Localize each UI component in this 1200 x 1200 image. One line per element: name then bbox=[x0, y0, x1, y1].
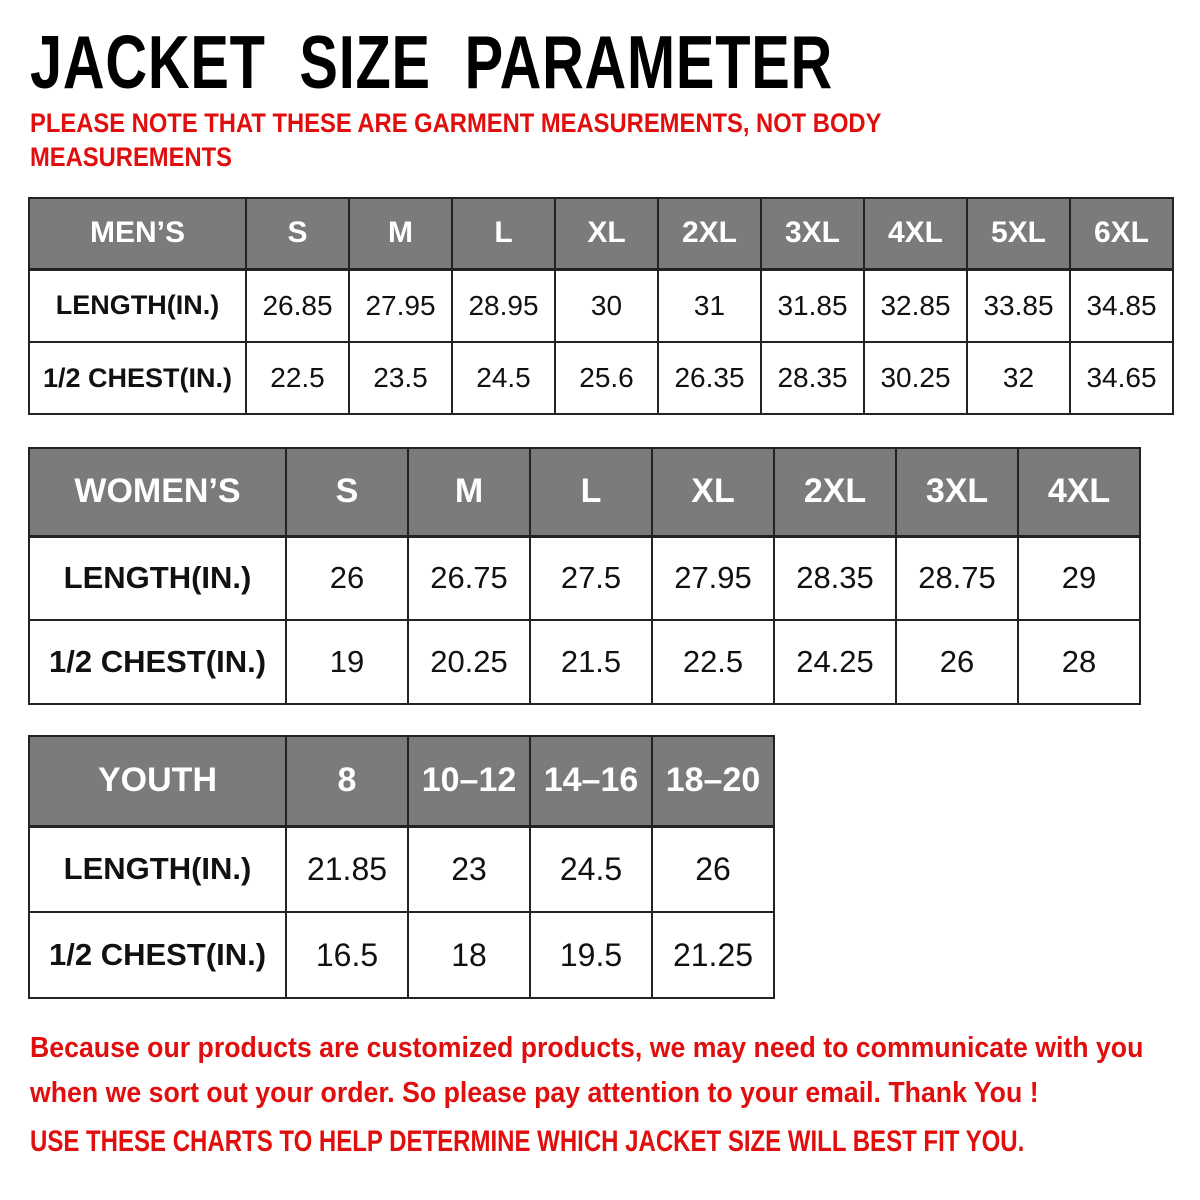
womens-measurement-row bbox=[29, 620, 1140, 704]
womens-size-header-cell: 3XL bbox=[896, 448, 1018, 536]
mens-value-cell: 28.95 bbox=[452, 269, 555, 342]
mens-value-cell: 27.95 bbox=[349, 269, 452, 342]
youth-measurement-row bbox=[29, 912, 774, 998]
womens-value-cell: 27.95 bbox=[652, 536, 774, 620]
mens-size-header-cell: 5XL bbox=[967, 198, 1070, 269]
womens-value-cell: 20.25 bbox=[408, 620, 530, 704]
note-line-2: MEASUREMENTS bbox=[30, 142, 232, 172]
womens-size-table bbox=[28, 447, 1141, 705]
youth-size-header-cell: 10–12 bbox=[408, 736, 530, 826]
womens-table-title: WOMEN’S bbox=[29, 448, 286, 536]
mens-measurement-row bbox=[29, 342, 1173, 414]
customization-notice-line-2: when we sort out your order. So please pay attention to your email. Thank You ! bbox=[30, 1077, 1039, 1109]
mens-value-cell: 32 bbox=[967, 342, 1070, 414]
mens-value-cell: 34.65 bbox=[1070, 342, 1173, 414]
youth-value-cell: 19.5 bbox=[530, 912, 652, 998]
mens-value-cell: 22.5 bbox=[246, 342, 349, 414]
youth-size-table bbox=[28, 735, 775, 999]
womens-value-cell: 22.5 bbox=[652, 620, 774, 704]
womens-size-header-cell: XL bbox=[652, 448, 774, 536]
mens-value-cell: 26.35 bbox=[658, 342, 761, 414]
youth-header-row bbox=[29, 736, 774, 826]
womens-value-cell: 19 bbox=[286, 620, 408, 704]
mens-size-header-cell: 3XL bbox=[761, 198, 864, 269]
womens-size-header-cell: 2XL bbox=[774, 448, 896, 536]
womens-value-cell: 28.35 bbox=[774, 536, 896, 620]
mens-value-cell: 26.85 bbox=[246, 269, 349, 342]
mens-size-header-cell: M bbox=[349, 198, 452, 269]
womens-size-header-cell: 4XL bbox=[1018, 448, 1140, 536]
womens-value-cell: 27.5 bbox=[530, 536, 652, 620]
mens-size-header-cell: XL bbox=[555, 198, 658, 269]
mens-row-label: LENGTH(IN.) bbox=[29, 269, 246, 342]
page-title: JACKET SIZE PARAMETER bbox=[30, 20, 834, 104]
customization-notice-line-1: Because our products are customized products, we may need to communicate with you bbox=[30, 1032, 1144, 1064]
mens-measurement-row bbox=[29, 269, 1173, 342]
youth-measurement-row bbox=[29, 826, 774, 912]
mens-value-cell: 31.85 bbox=[761, 269, 864, 342]
mens-header-row bbox=[29, 198, 1173, 269]
youth-value-cell: 21.85 bbox=[286, 826, 408, 912]
womens-value-cell: 26 bbox=[286, 536, 408, 620]
mens-value-cell: 30.25 bbox=[864, 342, 967, 414]
womens-value-cell: 28 bbox=[1018, 620, 1140, 704]
mens-value-cell: 31 bbox=[658, 269, 761, 342]
youth-value-cell: 18 bbox=[408, 912, 530, 998]
mens-size-header-cell: S bbox=[246, 198, 349, 269]
womens-value-cell: 29 bbox=[1018, 536, 1140, 620]
mens-size-header-cell: 6XL bbox=[1070, 198, 1173, 269]
mens-value-cell: 30 bbox=[555, 269, 658, 342]
womens-row-label: 1/2 CHEST(IN.) bbox=[29, 620, 286, 704]
garment-measurements-note bbox=[30, 106, 881, 174]
youth-size-header-cell: 14–16 bbox=[530, 736, 652, 826]
youth-table-title: YOUTH bbox=[29, 736, 286, 826]
youth-row-label: 1/2 CHEST(IN.) bbox=[29, 912, 286, 998]
customization-notice bbox=[30, 1026, 1143, 1116]
womens-value-cell: 26 bbox=[896, 620, 1018, 704]
mens-value-cell: 33.85 bbox=[967, 269, 1070, 342]
womens-size-header-cell: L bbox=[530, 448, 652, 536]
womens-size-header-cell: S bbox=[286, 448, 408, 536]
youth-value-cell: 16.5 bbox=[286, 912, 408, 998]
womens-value-cell: 26.75 bbox=[408, 536, 530, 620]
womens-measurement-row bbox=[29, 536, 1140, 620]
womens-value-cell: 21.5 bbox=[530, 620, 652, 704]
youth-size-header-cell: 8 bbox=[286, 736, 408, 826]
mens-value-cell: 25.6 bbox=[555, 342, 658, 414]
mens-size-table bbox=[28, 197, 1174, 415]
mens-value-cell: 32.85 bbox=[864, 269, 967, 342]
womens-value-cell: 28.75 bbox=[896, 536, 1018, 620]
youth-value-cell: 23 bbox=[408, 826, 530, 912]
youth-value-cell: 26 bbox=[652, 826, 774, 912]
womens-value-cell: 24.25 bbox=[774, 620, 896, 704]
mens-row-label: 1/2 CHEST(IN.) bbox=[29, 342, 246, 414]
womens-header-row bbox=[29, 448, 1140, 536]
youth-value-cell: 21.25 bbox=[652, 912, 774, 998]
mens-value-cell: 28.35 bbox=[761, 342, 864, 414]
youth-row-label: LENGTH(IN.) bbox=[29, 826, 286, 912]
mens-value-cell: 34.85 bbox=[1070, 269, 1173, 342]
mens-value-cell: 23.5 bbox=[349, 342, 452, 414]
mens-value-cell: 24.5 bbox=[452, 342, 555, 414]
mens-size-header-cell: 2XL bbox=[658, 198, 761, 269]
youth-size-header-cell: 18–20 bbox=[652, 736, 774, 826]
mens-size-header-cell: 4XL bbox=[864, 198, 967, 269]
youth-value-cell: 24.5 bbox=[530, 826, 652, 912]
mens-size-header-cell: L bbox=[452, 198, 555, 269]
womens-row-label: LENGTH(IN.) bbox=[29, 536, 286, 620]
womens-size-header-cell: M bbox=[408, 448, 530, 536]
fit-advice-text: USE THESE CHARTS TO HELP DETERMINE WHICH JACKET SIZE WILL BEST FIT YOU. bbox=[30, 1125, 1025, 1158]
mens-table-title: MEN’S bbox=[29, 198, 246, 269]
note-line-1: PLEASE NOTE THAT THESE ARE GARMENT MEASUREMENTS, NOT BODY bbox=[30, 108, 882, 138]
